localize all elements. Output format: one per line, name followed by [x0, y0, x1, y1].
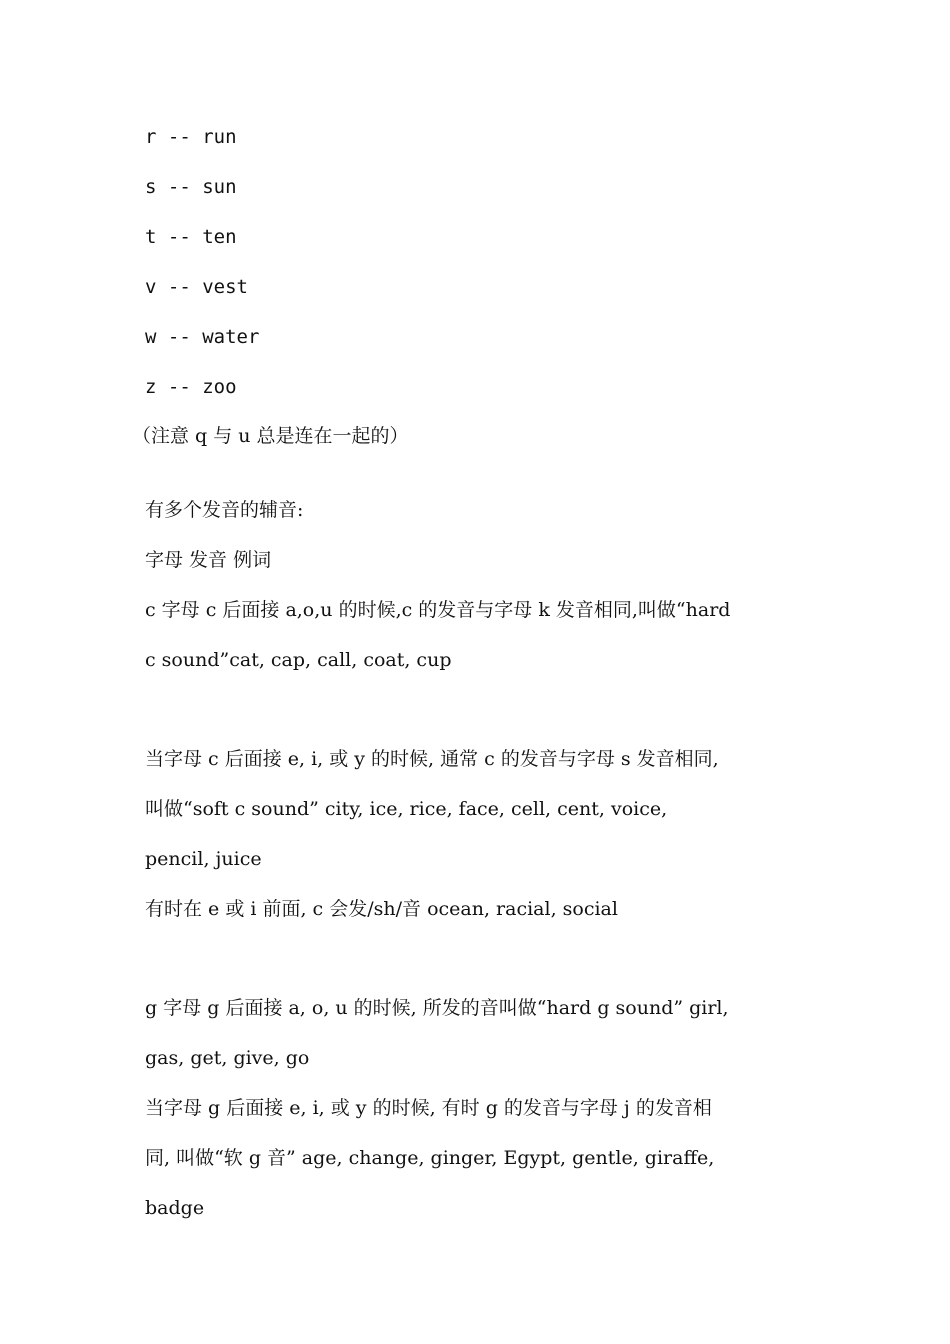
consonant-v-line: v -- vest: [145, 276, 248, 298]
consonant-s-line: s -- sun: [145, 176, 237, 198]
soft-g-line-2: 同, 叫做“软 g 音” age, change, ginger, Egypt, gentle, giraffe,: [145, 1147, 715, 1169]
hard-c-line-2: c sound”cat, cap, call, coat, cup: [145, 649, 452, 671]
hard-g-line-1: g 字母 g 后面接 a, o, u 的时候, 所发的音叫做“hard g sound” girl,: [145, 997, 729, 1019]
consonant-z-line: z -- zoo: [145, 376, 237, 398]
hard-c-line-1: c 字母 c 后面接 a,o,u 的时候,c 的发音与字母 k 发音相同,叫做“hard: [145, 599, 731, 621]
soft-c-line-1: 当字母 c 后面接 e, i, 或 y 的时候, 通常 c 的发音与字母 s 发音相同,: [145, 748, 719, 770]
column-header-line: 字母 发音 例词: [145, 549, 272, 571]
soft-c-line-3: pencil, juice: [145, 848, 262, 870]
consonant-w-line: w -- water: [145, 326, 260, 348]
soft-g-line-3: badge: [145, 1197, 205, 1219]
note-qu-line: （注意 q 与 u 总是连在一起的）: [132, 425, 409, 447]
soft-c-line-2: 叫做“soft c sound” city, ice, rice, face, cell, cent, voice,: [145, 798, 668, 820]
hard-g-line-2: gas, get, give, go: [145, 1047, 310, 1069]
sh-c-line: 有时在 e 或 i 前面, c 会发/sh/音 ocean, racial, social: [145, 898, 618, 920]
section-heading: 有多个发音的辅音:: [145, 499, 304, 521]
consonant-t-line: t -- ten: [145, 226, 237, 248]
consonant-r-line: r -- run: [145, 126, 237, 148]
soft-g-line-1: 当字母 g 后面接 e, i, 或 y 的时候, 有时 g 的发音与字母 j 的发音相: [145, 1097, 712, 1119]
